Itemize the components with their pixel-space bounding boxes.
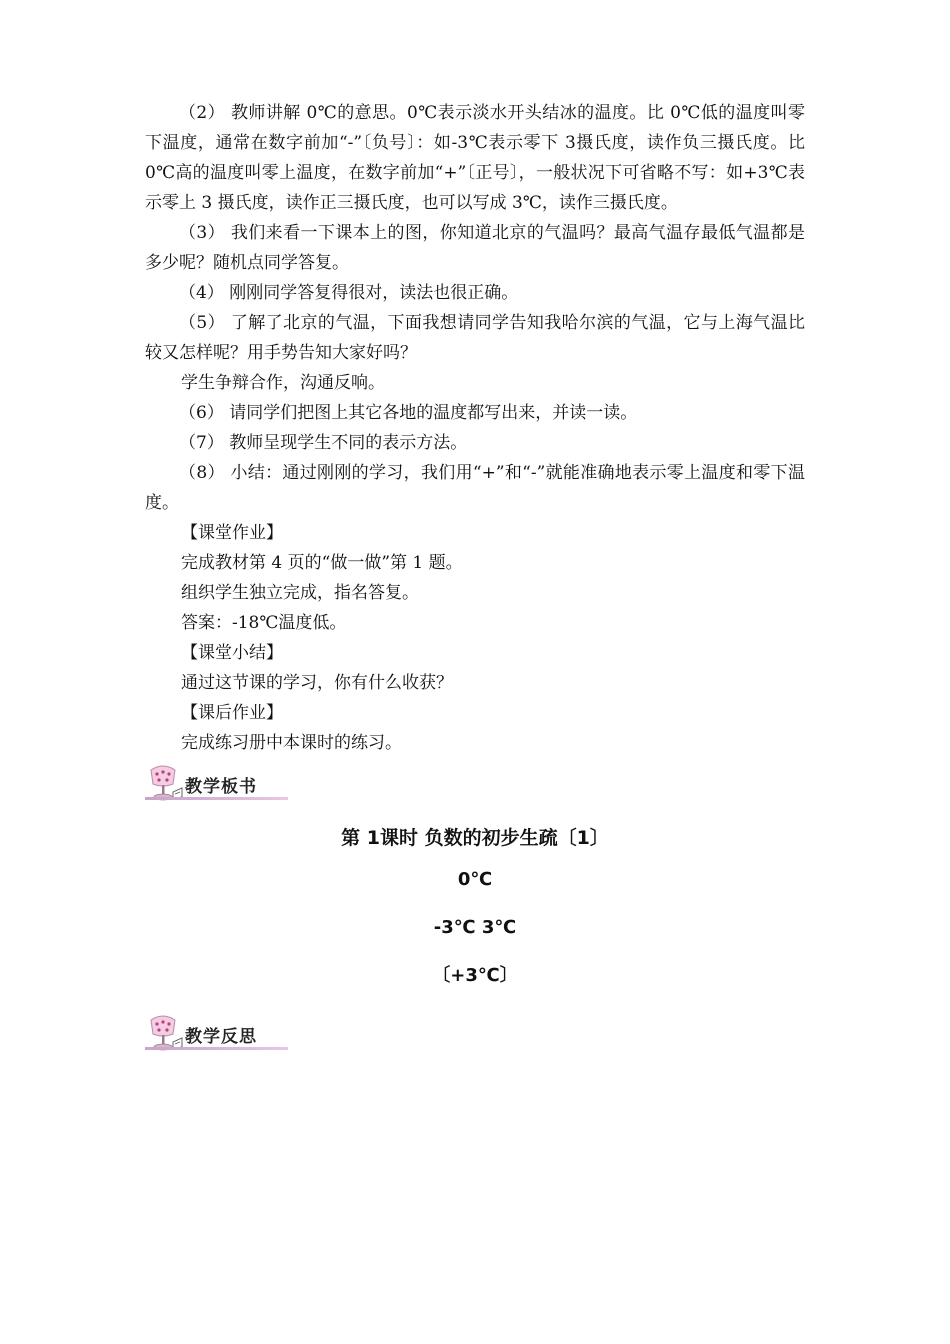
section-header-reflection [143,1014,288,1052]
paragraph-4: （4） 刚刚同学答复得很对，读法也很正确。 [179,283,519,303]
document-page [145,98,805,1060]
heading-classwork: 【课堂作业】 [181,523,283,543]
classwork-organize: 组织学生独立完成，指名答复。 [181,583,419,603]
heading-homework: 【课后作业】 [181,703,283,723]
student-activity: 学生争辩合作，沟通反响。 [181,373,385,393]
paragraph-7: （7） 教师呈现学生不同的表示方法。 [179,433,468,453]
classwork-answer: 答案：-18℃温度低。 [181,613,347,633]
paragraph-5: （5） 了解了北京的气温，下面我想请同学告知我哈尔滨的气温，它与上海气温比较又怎样呢？用手势告知大家好吗？ [145,313,805,363]
paragraph-2: （2） 教师讲解 0℃的意思。0℃表示淡水开头结冰的温度。比 0℃低的温度叫零下温度，通常在数字前加“-”〔负号〕：如-3℃表示零下 3摄氏度，读作负三摄氏度。比 0℃高的温度叫零上温度，在数字前加“+”〔正号〕，一般状况下可省略不写：如+3℃表示零上 3 摄氏度，读作正三摄氏度，也可以写成 3℃，读作三摄氏度。 [145,103,805,213]
section-title-board: 教学板书 [185,777,257,797]
classwork-task: 完成教材第 4 页的“做一做”第 1 题。 [181,553,463,573]
paragraph-8: （8） 小结：通过刚刚的学习，我们用“+”和“-”就能准确地表示零上温度和零下温度。 [145,463,805,513]
paragraph-3: （3） 我们来看一下课本上的图，你知道北京的气温吗？最高气温存最低气温都是多少呢？随机点同学答复。 [145,223,805,273]
board-line-plus: 〔+3℃〕 [432,965,518,986]
section-divider [145,1047,288,1050]
homework-task: 完成练习册中本课时的练习。 [181,733,402,753]
board-line-zero: 0℃ [457,869,493,890]
paragraph-6: （6） 请同学们把图上其它各地的温度都写出来，并读一读。 [179,403,638,423]
board-title: 第 1课时 负数的初步生疏〔1〕 [341,827,609,849]
heading-class-summary: 【课堂小结】 [181,643,283,663]
section-title-reflection: 教学反思 [185,1027,257,1047]
board-line-neg-pos: -3℃ 3℃ [433,917,517,938]
blackboard-content [145,820,805,1000]
section-header-board [143,764,288,802]
class-summary-question: 通过这节课的学习，你有什么收获？ [181,673,453,693]
section-divider [145,797,288,800]
